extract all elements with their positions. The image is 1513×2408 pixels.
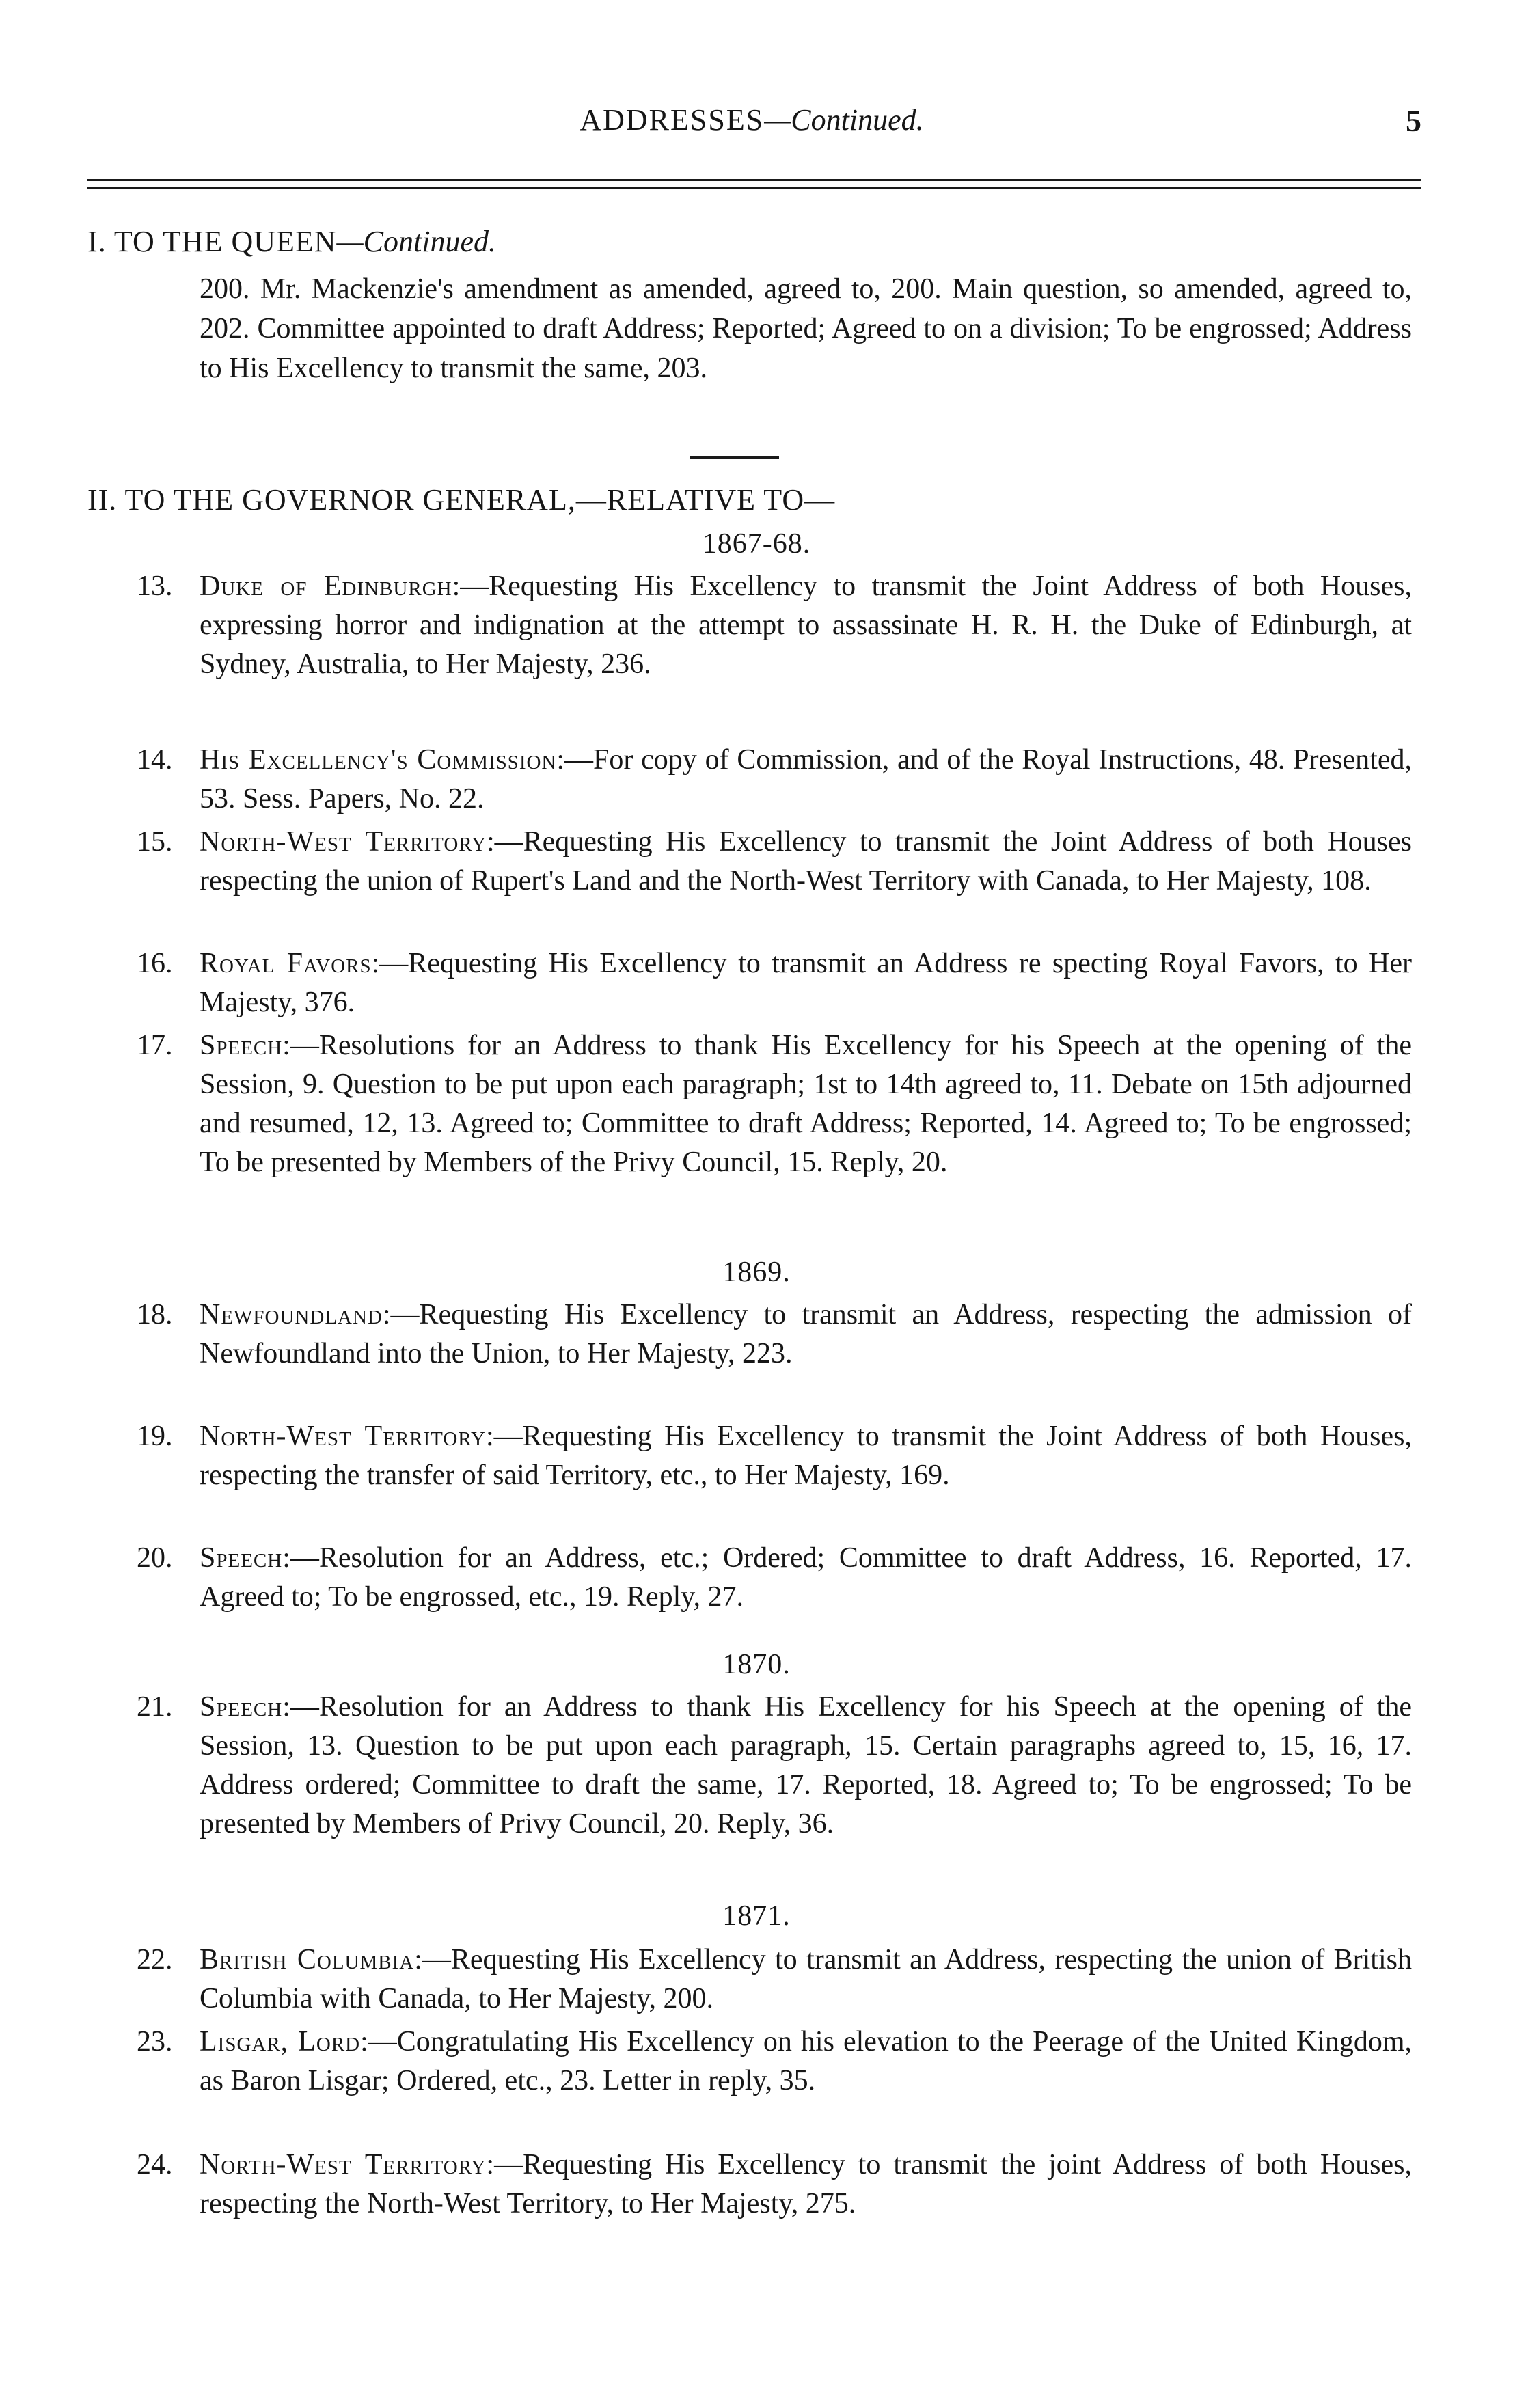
entry-body xyxy=(200,2023,1412,2101)
entry-21 xyxy=(137,1688,1412,1844)
entry-text: :—For copy of Commission, and of the Royal Instructions, 48. Presented, 53. Sess. Papers, No. 22. xyxy=(200,744,1412,815)
entry-number: 17. xyxy=(137,1030,173,1061)
entry-number: 14. xyxy=(137,744,173,776)
year-heading-1871: 1871. xyxy=(722,1900,791,1932)
section-heading-queen-continued: —Continued. xyxy=(336,225,496,258)
entry-13 xyxy=(137,567,1412,684)
running-title-continued: —Continued. xyxy=(764,103,924,137)
entry-subject: Speech xyxy=(200,1030,283,1061)
entry-19 xyxy=(137,1417,1412,1495)
entry-subject: Royal Favors xyxy=(200,948,372,979)
entry-text: :—Requesting His Excellency to transmit the Joint Address of both Houses respecting the union of Rupert's Land and the North-West Territory with Canada, to Her Majesty, 108. xyxy=(200,826,1412,897)
entry-body xyxy=(200,823,1412,901)
entry-number: 15. xyxy=(137,826,173,858)
entry-text: :—Requesting His Excellency to transmit an Address, respecting the admission of Newfoundland into the Union, to Her Majesty, 223. xyxy=(200,1299,1412,1369)
entry-body xyxy=(200,1296,1412,1373)
entry-24 xyxy=(137,2146,1412,2224)
entry-subject: North-West Territory xyxy=(200,1421,486,1452)
entry-body xyxy=(200,567,1412,684)
entry-text: :—Resolution for an Address, etc.; Ordered; Committee to draft Address, 16. Reported, 17. Agreed to; To be engrossed, etc., 19. Reply, 27. xyxy=(200,1542,1412,1613)
queen-paragraph xyxy=(200,269,1412,388)
entry-body xyxy=(200,1539,1412,1617)
entry-23 xyxy=(137,2023,1412,2101)
entry-body xyxy=(200,2146,1412,2224)
entry-subject: Newfoundland xyxy=(200,1299,383,1330)
running-title-text: ADDRESSES xyxy=(580,103,765,137)
section-heading-governor-general: II. TO THE GOVERNOR GENERAL,—RELATIVE TO— xyxy=(87,483,836,517)
entry-text: :—Requesting His Excellency to transmit the Joint Address of both Houses, respecting the transfer of said Territory, etc., to Her Majesty, 169. xyxy=(200,1421,1412,1491)
entry-20 xyxy=(137,1539,1412,1617)
year-heading-1869: 1869. xyxy=(722,1257,791,1288)
entry-subject: North-West Territory xyxy=(200,2149,487,2180)
running-header xyxy=(82,102,1421,150)
entry-number: 16. xyxy=(137,948,173,979)
entry-number: 23. xyxy=(137,2026,173,2057)
page-number: 5 xyxy=(1406,103,1421,138)
entry-subject: Duke of Edinburgh xyxy=(200,571,452,602)
entry-subject: Speech xyxy=(200,1691,283,1723)
entry-body xyxy=(200,741,1412,819)
running-title xyxy=(82,102,1421,137)
entry-16 xyxy=(137,944,1412,1022)
entry-17 xyxy=(137,1026,1412,1182)
queen-paragraph-text: 200. Mr. Mackenzie's amendment as amended, agreed to, 200. Main question, so amended, agreed to, 202. Committee appointed to draft Address; Reported; Agreed to on a division; To be engrossed; Address to His Excellency to transmit the same, 203. xyxy=(200,273,1412,384)
entry-text: :—Requesting His Excellency to transmit an Address re specting Royal Favors, to Her Majesty, 376. xyxy=(200,948,1412,1018)
entry-text: :—Requesting His Excellency to transmit an Address, respecting the union of British Columbia with Canada, to Her Majesty, 200. xyxy=(200,1944,1412,2014)
entry-body xyxy=(200,1688,1412,1844)
entry-text: :—Resolutions for an Address to thank His Excellency for his Speech at the opening of the Session, 9. Question to be put upon each paragraph; 1st to 14th agreed to, 11. Debate on 15th adjourned and resumed, 12, 13. Agreed to; Committee to draft Address; Reported, 14. Agreed to; To be engrossed; To be presented by Members of the Privy Council, 15. Reply, 20. xyxy=(200,1030,1412,1178)
entry-18 xyxy=(137,1296,1412,1373)
entry-number: 20. xyxy=(137,1542,173,1574)
section-heading-queen xyxy=(87,224,496,259)
entry-text: :—Requesting His Excellency to transmit the Joint Address of both Houses, expressing horror and indignation at the attempt to assassinate H. R. H. the Duke of Edinburgh, at Sydney, Australia, to Her Majesty, 236. xyxy=(200,571,1412,680)
entry-subject: Speech xyxy=(200,1542,283,1574)
year-heading-1867-68: 1867-68. xyxy=(702,528,811,560)
entry-text: :—Congratulating His Excellency on his elevation to the Peerage of the United Kingdom, as Baron Lisgar; Ordered, etc., 23. Letter in reply, 35. xyxy=(200,2026,1412,2096)
entry-number: 19. xyxy=(137,1421,173,1452)
section-divider xyxy=(690,456,779,459)
year-heading-1870: 1870. xyxy=(722,1649,791,1680)
entry-body xyxy=(200,944,1412,1022)
section-heading-queen-text: I. TO THE QUEEN xyxy=(87,225,337,258)
entry-subject: Lisgar, Lord xyxy=(200,2026,361,2057)
header-double-rule xyxy=(87,179,1421,189)
entry-number: 21. xyxy=(137,1691,173,1723)
entry-15 xyxy=(137,823,1412,901)
entry-subject: North-West Territory xyxy=(200,826,487,858)
entry-number: 18. xyxy=(137,1299,173,1330)
entry-subject: His Excellency's Commission xyxy=(200,744,557,776)
entry-number: 13. xyxy=(137,571,173,602)
entry-14 xyxy=(137,741,1412,819)
entry-subject: British Columbia xyxy=(200,1944,415,1975)
entry-body xyxy=(200,1026,1412,1182)
entry-text: :—Resolution for an Address to thank His Excellency for his Speech at the opening of the Session, 13. Question to be put upon each paragraph, 15. Certain paragraphs agreed to, 15, 16, 17. Address ordered; Committee to draft the same, 17. Reported, 18. Agreed to; To be engrossed; To be presented by Members of Privy Council, 20. Reply, 36. xyxy=(200,1691,1412,1839)
entry-number: 24. xyxy=(137,2149,173,2180)
entry-22 xyxy=(137,1941,1412,2019)
entry-text: :—Requesting His Excellency to transmit the joint Address of both Houses, respecting the North-West Territory, to Her Majesty, 275. xyxy=(200,2149,1412,2219)
entry-body xyxy=(200,1941,1412,2019)
entry-number: 22. xyxy=(137,1944,173,1975)
entry-body xyxy=(200,1417,1412,1495)
